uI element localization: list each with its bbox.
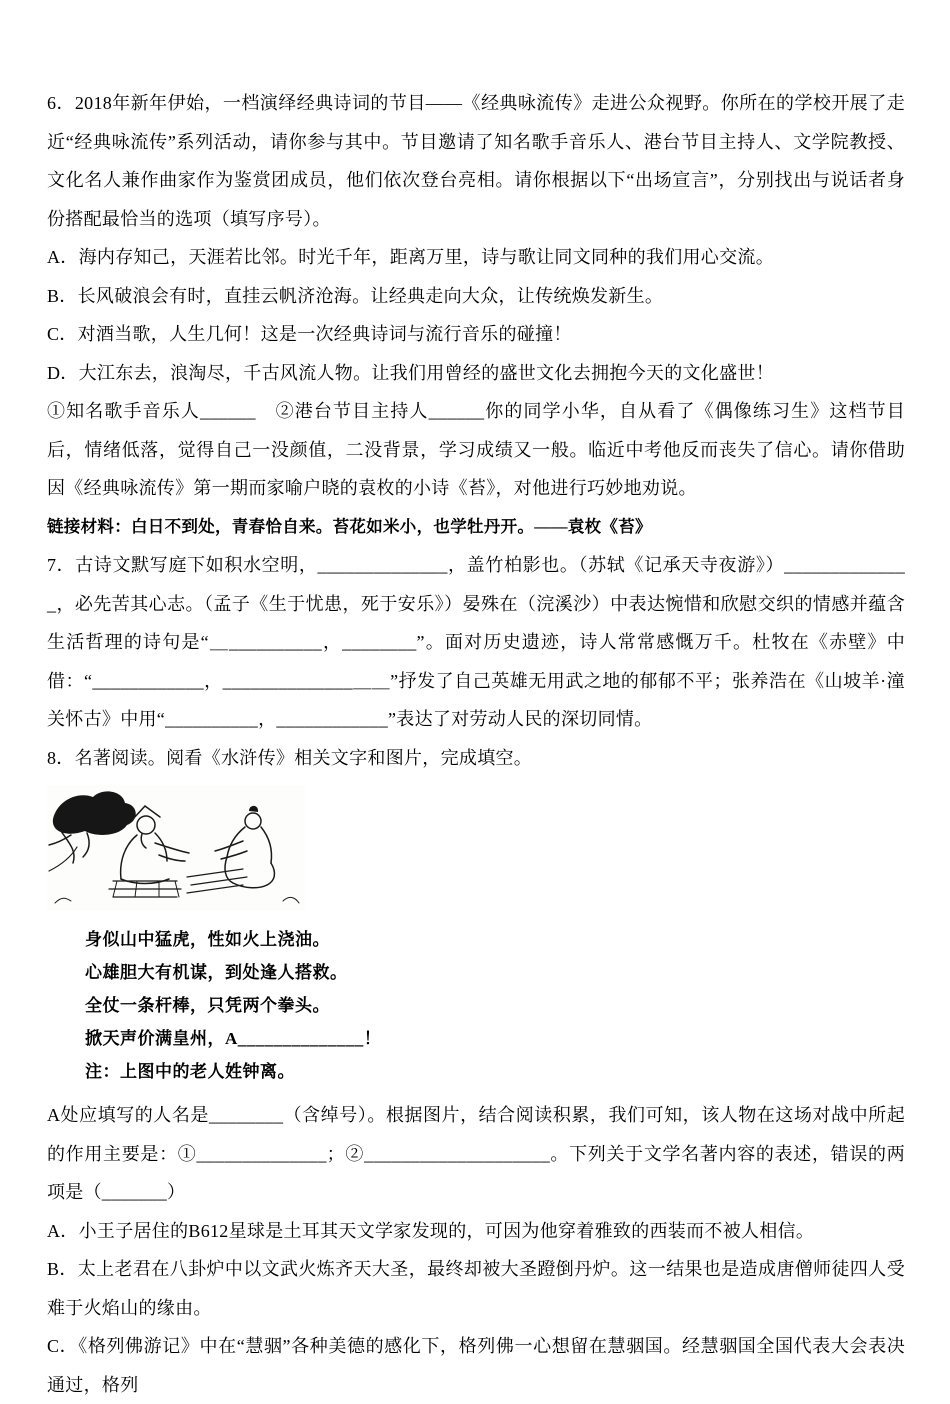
q6-link-material: 链接材料：白日不到处，青春恰自来。苔花如米小，也学牡丹开。——袁枚《苔》 bbox=[47, 516, 652, 536]
q6-option-c: C．对酒当歌，人生几何！这是一次经典诗词与流行音乐的碰撞！ bbox=[47, 324, 572, 344]
poem-line-2: 心雄胆大有机谋，到处逢人搭救。 bbox=[85, 963, 348, 982]
q6-option-a: A．海内存知己，天涯若比邻。时光千年，距离万里，诗与歌让同文同种的我们用心交流。 bbox=[47, 247, 774, 267]
shuihu-illustration bbox=[47, 785, 305, 911]
q8-option-a: A．小王子居住的B612星球是土耳其天文学家发现的，可因为他穿着雅致的西装而不被人相信。 bbox=[47, 1220, 815, 1241]
q7-text: 7．古诗文默写庭下如积水空明，______________，盖竹柏影也。（苏轼《记承天寺夜游》）______________，必先苦其心志。（孟子《生于忧患，死于安乐》）晏殊在（浣溪沙）中表达惋惜和欣慰交织的情感并蕴含生活哲理的诗句是“＿__________，________”。面对历史遗迹，诗人常常感慨万千。杜牧在《赤壁》中借：“____________，______________＿＿”抒发了自己英雄无用武之地的郁郁不平；张养浩在《山坡羊·潼关怀古》中用“__________，____________”表达了对劳动人民的深切同情。 bbox=[47, 555, 905, 729]
poem-note: 注：上图中的老人姓钟离。 bbox=[85, 1062, 295, 1081]
q8-poem bbox=[47, 923, 905, 1088]
poem-line-1: 身似山中猛虎，性如火上浇油。 bbox=[85, 930, 330, 949]
q6-option-b: B．长风破浪会有时，直挂云帆济沧海。让经典走向大众，让传统焕发新生。 bbox=[47, 285, 664, 306]
q6-stem: 6．2018年新年伊始，一档演绎经典诗词的节目——《经典咏流传》走进公众视野。你所在的学校开展了走近“经典咏流传”系列活动，请你参与其中。节目邀请了知名歌手音乐人、港台节目主持人、文学院教授、文化名人兼作曲家作为鉴赏团成员，他们依次登台亮相。请你根据以下“出场宣言”，分别找出与说话者身份搭配最恰当的选项（填写序号）。 bbox=[47, 93, 905, 229]
q6-option-d: D．大江东去，浪淘尽，千古风流人物。让我们用曾经的盛世文化去拥抱今天的文化盛世！ bbox=[47, 362, 774, 383]
q8-intro: 8．名著阅读。阅看《水浒传》相关文字和图片，完成填空。 bbox=[47, 747, 533, 768]
q8-question: A处应填写的人名是________（含绰号）。根据图片，结合阅读积累，我们可知，该人物在这场对战中所起的作用主要是：①______________；②____________________。下列关于文学名著内容的表述，错误的两项是（_______） bbox=[47, 1105, 905, 1202]
poem-line-3: 全仗一条杆棒，只凭两个拳头。 bbox=[85, 996, 330, 1015]
shuihu-illustration-drawing bbox=[47, 785, 305, 911]
q8-option-b: B．太上老君在八卦炉中以文武火炼齐天大圣，最终却被大圣蹬倒丹炉。这一结果也是造成唐僧师徒四人受难于火焰山的缘由。 bbox=[47, 1259, 905, 1318]
q6-fill-blanks: ①知名歌手音乐人______ ②港台节目主持人______你的同学小华，自从看了《偶像练习生》这档节目后，情绪低落，觉得自己一没颜值，二没背景，学习成绩又一般。临近中考他反而丧失了信心。请你借助因《经典咏流传》第一期而家喻户晓的袁枚的小诗《苔》，对他进行巧妙地劝说。 bbox=[47, 401, 905, 498]
poem-line-4: 掀天声价满皇州，A______________！ bbox=[85, 1029, 382, 1048]
q8-option-c: C．《格列佛游记》中在“慧骃”各种美德的感化下，格列佛一心想留在慧骃国。经慧骃国全国代表大会表决通过，格列 bbox=[47, 1336, 905, 1395]
